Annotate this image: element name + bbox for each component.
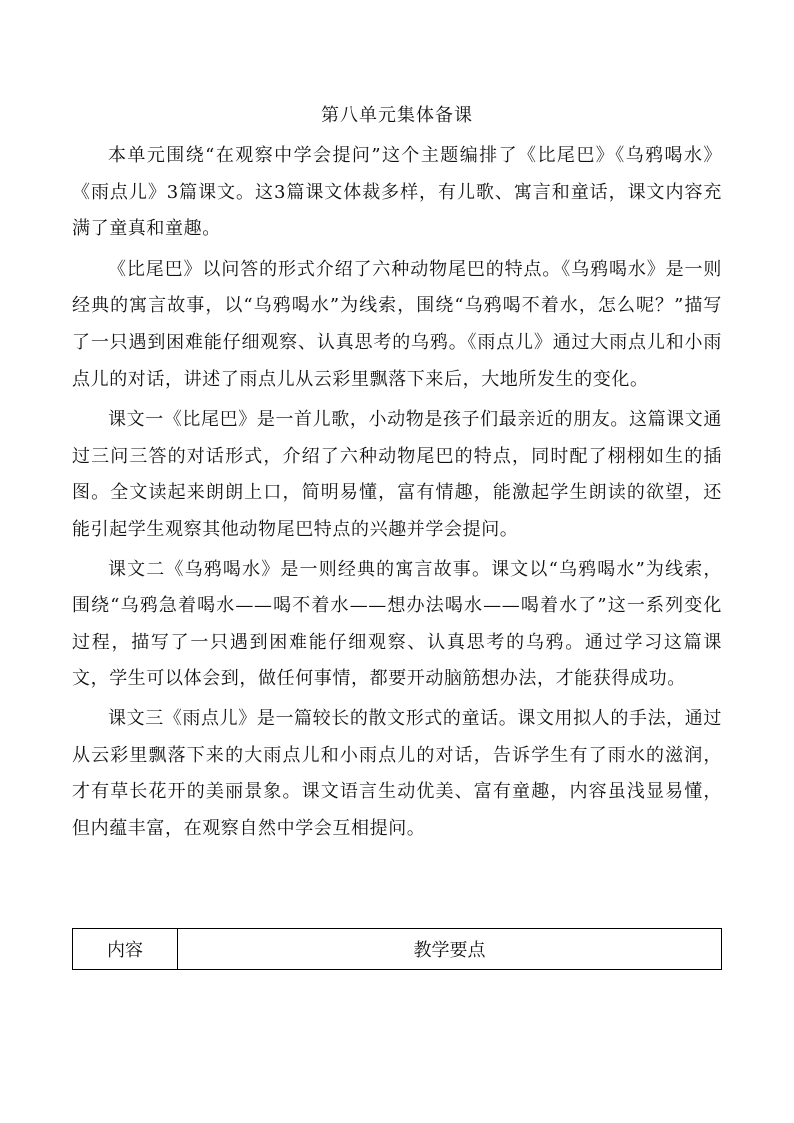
paragraph-unit-overview: 本单元围绕“在观察中学会提问”这个主题编排了《比尾巴》《乌鸦喝水》《雨点儿》3篇课文。这3篇课文体裁多样，有儿歌、寓言和童话，课文内容充满了童真和童趣。: [72, 145, 722, 240]
paragraph-lesson-one: 课文一《比尾巴》是一首儿歌，小动物是孩子们最亲近的朋友。这篇课文通过三问三答的对话形式，介绍了六种动物尾巴的特点，同时配了栩栩如生的插图。全文读起来朗朗上口，简明易懂，富有情趣，能激起学生朗读的欲望，还能引起学生观察其他动物尾巴特点的兴趣并学会提问。: [72, 409, 722, 540]
document-title: 第八单元集体备课: [321, 105, 473, 126]
table-header-content: 内容: [73, 929, 178, 970]
teaching-points-table: [72, 928, 722, 970]
document-body: [72, 98, 722, 847]
table-header-teaching-points: 教学要点: [178, 929, 722, 970]
paragraph-lesson-two: 课文二《乌鸦喝水》是一则经典的寓言故事。课文以“乌鸦喝水”为线索，围绕“乌鸦急着喝水——喝不着水——想办法喝水——喝着水了”这一系列变化过程，描写了一只遇到困难能仔细观察、认真思考的乌鸦。通过学习这篇课文，学生可以体会到，做任何事情，都要开动脑筋想办法，才能获得成功。: [72, 558, 722, 690]
paragraph-lessons-summary: 《比尾巴》以问答的形式介绍了六种动物尾巴的特点。《乌鸦喝水》是一则经典的寓言故事，以“乌鸦喝水”为线索，围绕“乌鸦喝不着水，怎么呢？”描写了一只遇到困难能仔细观察、认真思考的乌鸦。《雨点儿》通过大雨点儿和小雨点儿的对话，讲述了雨点儿从云彩里飘落下来后，大地所发生的变化。: [72, 258, 722, 390]
table-header-row: [73, 929, 722, 970]
paragraph-lesson-three: 课文三《雨点儿》是一篇较长的散文形式的童话。课文用拟人的手法，通过从云彩里飘落下来的大雨点儿和小雨点儿的对话，告诉学生有了雨水的滋润，才有草长花开的美丽景象。课文语言生动优美、富有童趣，内容虽浅显易懂，但内蕴丰富，在观察自然中学会互相提问。: [72, 707, 722, 839]
